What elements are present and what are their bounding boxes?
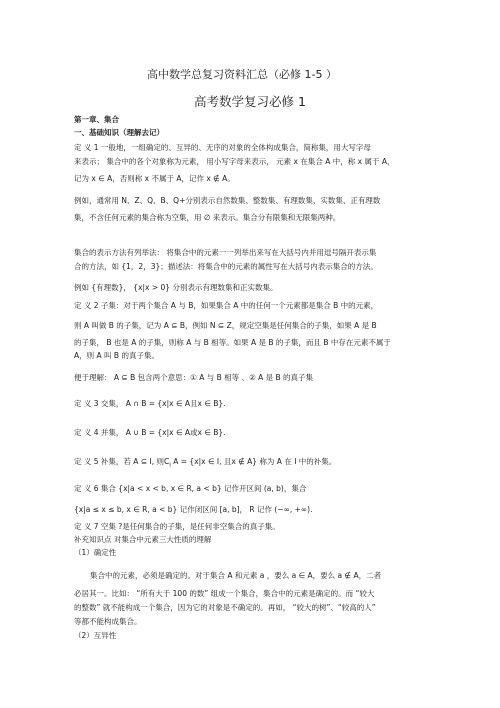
complement-head: 定 义 5 补集，若 A ⊆ I, 则C [74,457,170,466]
paragraph-line: 记为 x ∈ A，否则称 x 不属于 A，记作 x ∉ A。 [74,174,235,183]
paragraph-line: 必居其一。比如： “所有大于 100 的数” 组成一个集合，集合中的元素是确定的。而 “较大 [74,589,375,598]
paragraph-line: 定 义 3 交集， A ∩ B = {x|x ∈ A且x ∈ B}. [74,399,226,408]
complement-formula: A = {x|x ∈ I, 且x ∉ A} [173,457,258,466]
document-subtitle: 高考数学复习必修 1 [194,94,306,109]
paragraph-line: A，则 A 叫 B 的真子集。 [74,351,159,360]
paragraph-line: 集合的表示方法有列举法： 将集合中的元素一一列举出来写在大括号内并用逗号隔开表示集 [74,248,377,257]
chapter-heading: 第一章、集合 [74,115,119,124]
paragraph-line: 定 义 7 空集 ?是任何集合的子集，是任何非空集合的真子集。 [74,522,280,531]
paragraph-line: （2）互异性 [74,631,117,640]
paragraph-line [74,457,336,471]
paragraph-line: 例如，通常用 N、Z、Q、B、Q+分别表示自然数集、整数集、有理数集、实数集、正有理数 [74,196,381,205]
paragraph-line: 的整数” 就不能构成一个集合，因为它的对象是不确定的。再如， “较大的树”、“较高的人” [74,603,376,612]
document-title: 高中数学总复习资料汇总（必修 1-5 ） [147,68,337,81]
complement-subscript: I [169,462,171,469]
paragraph-line: 定 义 6 集合 {x|a < x < b, x ∈ R, a < b} 记作开区间 (a, b)，集合 [74,484,307,493]
complement-label: 称为 A 在 I 中的补集。 [259,457,337,466]
paragraph-line: 定 义 1 一般地，一组确定的、互异的、无序的对象的全体构成集合，简称集，用大写字母 [74,143,371,152]
section-heading: 一、基础知识（理解去记） [74,128,164,137]
paragraph-line: 便于理解： A ⊆ B 包含两个意思：① A 与 B 相等 、② A 是 B 的真子集 [74,373,314,382]
paragraph-line: 集，不含任何元素的集合称为空集，用 ∅ 来表示。集合分有限集和无限集两种。 [74,213,341,222]
paragraph-line: 则 A 叫做 B 的子集，记为 A ⊆ B，例如 N ⊆ Z，规定空集是任何集合的子集，如果 A 是 B [74,321,377,330]
paragraph-line: 定 义 2 子集：对于两个集合 A 与 B，如果集合 A 中的任何一个元素都是集合 B 中的元素， [74,301,379,310]
paragraph-line: 补充知识点 对集合中元素三大性质的理解 [74,535,212,544]
paragraph-line: {x|a ≤ x ≤ b, x ∈ R, a < b} 记作闭区间 [a, b]， R 记作 (−∞, +∞). [74,505,313,514]
paragraph-line: （1）确定性 [74,548,117,557]
paragraph-line: 例如 {有理数}， {x|x > 0} 分别表示有理数集和正实数集。 [74,283,278,292]
paragraph-line: 定 义 4 并集， A ∪ B = {x|x ∈ A或x ∈ B}. [74,428,226,437]
paragraph-line: 来表示； 集合中的各个对象称为元素， 用小写字母来表示， 元素 x 在集合 A 中，称 x 属于 A， [74,157,395,166]
paragraph-line: 的子集， B 也是 A 的子集，则称 A 与 B 相等。如果 A 是 B 的子集，而且 B 中存在元素不属于 [74,338,391,347]
paragraph-line: 等都不能构成集合。 [74,617,142,626]
paragraph-line: 集合中的元素，必须是确定的。对于集合 A 和元素 a ，要么 a ∈ A，要么 a ∉ A，二者 [90,571,382,580]
paragraph-line: 合的方法，如 {1，2，3}；描述法：将集合中的元素的属性写在大括号内表示集合的方法。 [74,262,378,271]
